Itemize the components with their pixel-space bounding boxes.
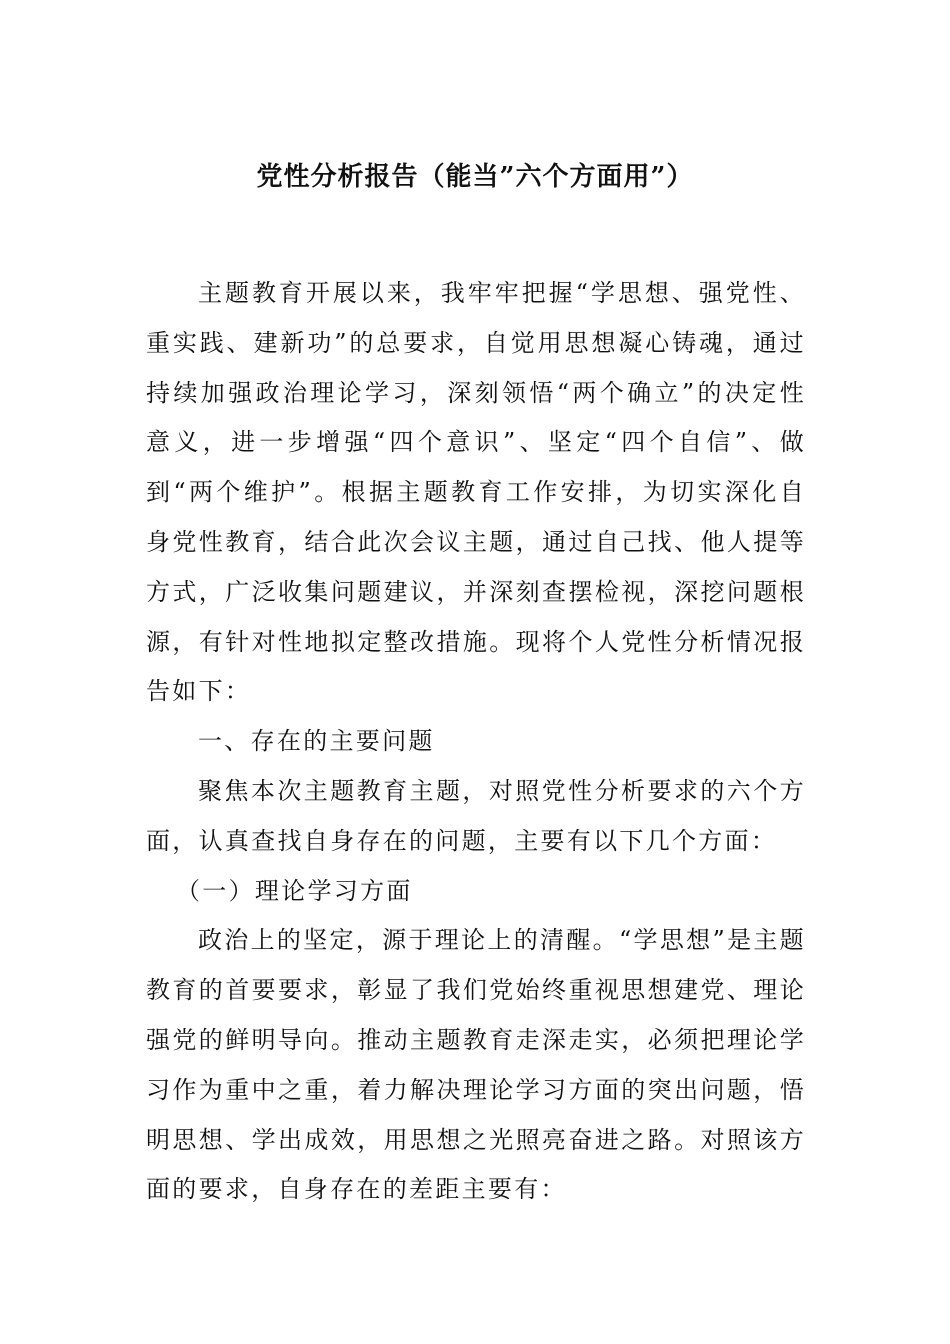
document-body: [146, 269, 806, 1215]
section-heading-main-problems: 一、存在的主要问题: [198, 727, 435, 756]
document-title: 党性分析报告（能当”六个方面用”）: [256, 162, 694, 192]
subsection-heading-theory-study: （一）理论学习方面: [176, 876, 413, 905]
theory-study-paragraph: 政治上的坚定，源于理论上的清醒。“学思想”是主题教育的首要要求，彰显了我们党始终重视思想建党、理论强党的鲜明导向。推动主题教育走深走实，必须把理论学习作为重中之重，着力解决理论学习方面的突出问题，悟明思想、学出成效，用思想之光照亮奋进之路。对照该方面的要求，自身存在的差距主要有：: [146, 926, 806, 1204]
section-intro-paragraph: 聚焦本次主题教育主题，对照党性分析要求的六个方面，认真查找自身存在的问题，主要有以下几个方面：: [146, 776, 806, 855]
intro-paragraph: 主题教育开展以来，我牢牢把握“学思想、强党性、重实践、建新功”的总要求，自觉用思想凝心铸魂，通过持续加强政治理论学习，深刻领悟“两个确立”的决定性意义，进一步增强“四个意识”、坚定“四个自信”、做到“两个维护”。根据主题教育工作安排，为切实深化自身党性教育，结合此次会议主题，通过自己找、他人提等方式，广泛收集问题建议，并深刻查摆检视，深挖问题根源，有针对性地拟定整改措施。现将个人党性分析情况报告如下：: [146, 279, 806, 706]
